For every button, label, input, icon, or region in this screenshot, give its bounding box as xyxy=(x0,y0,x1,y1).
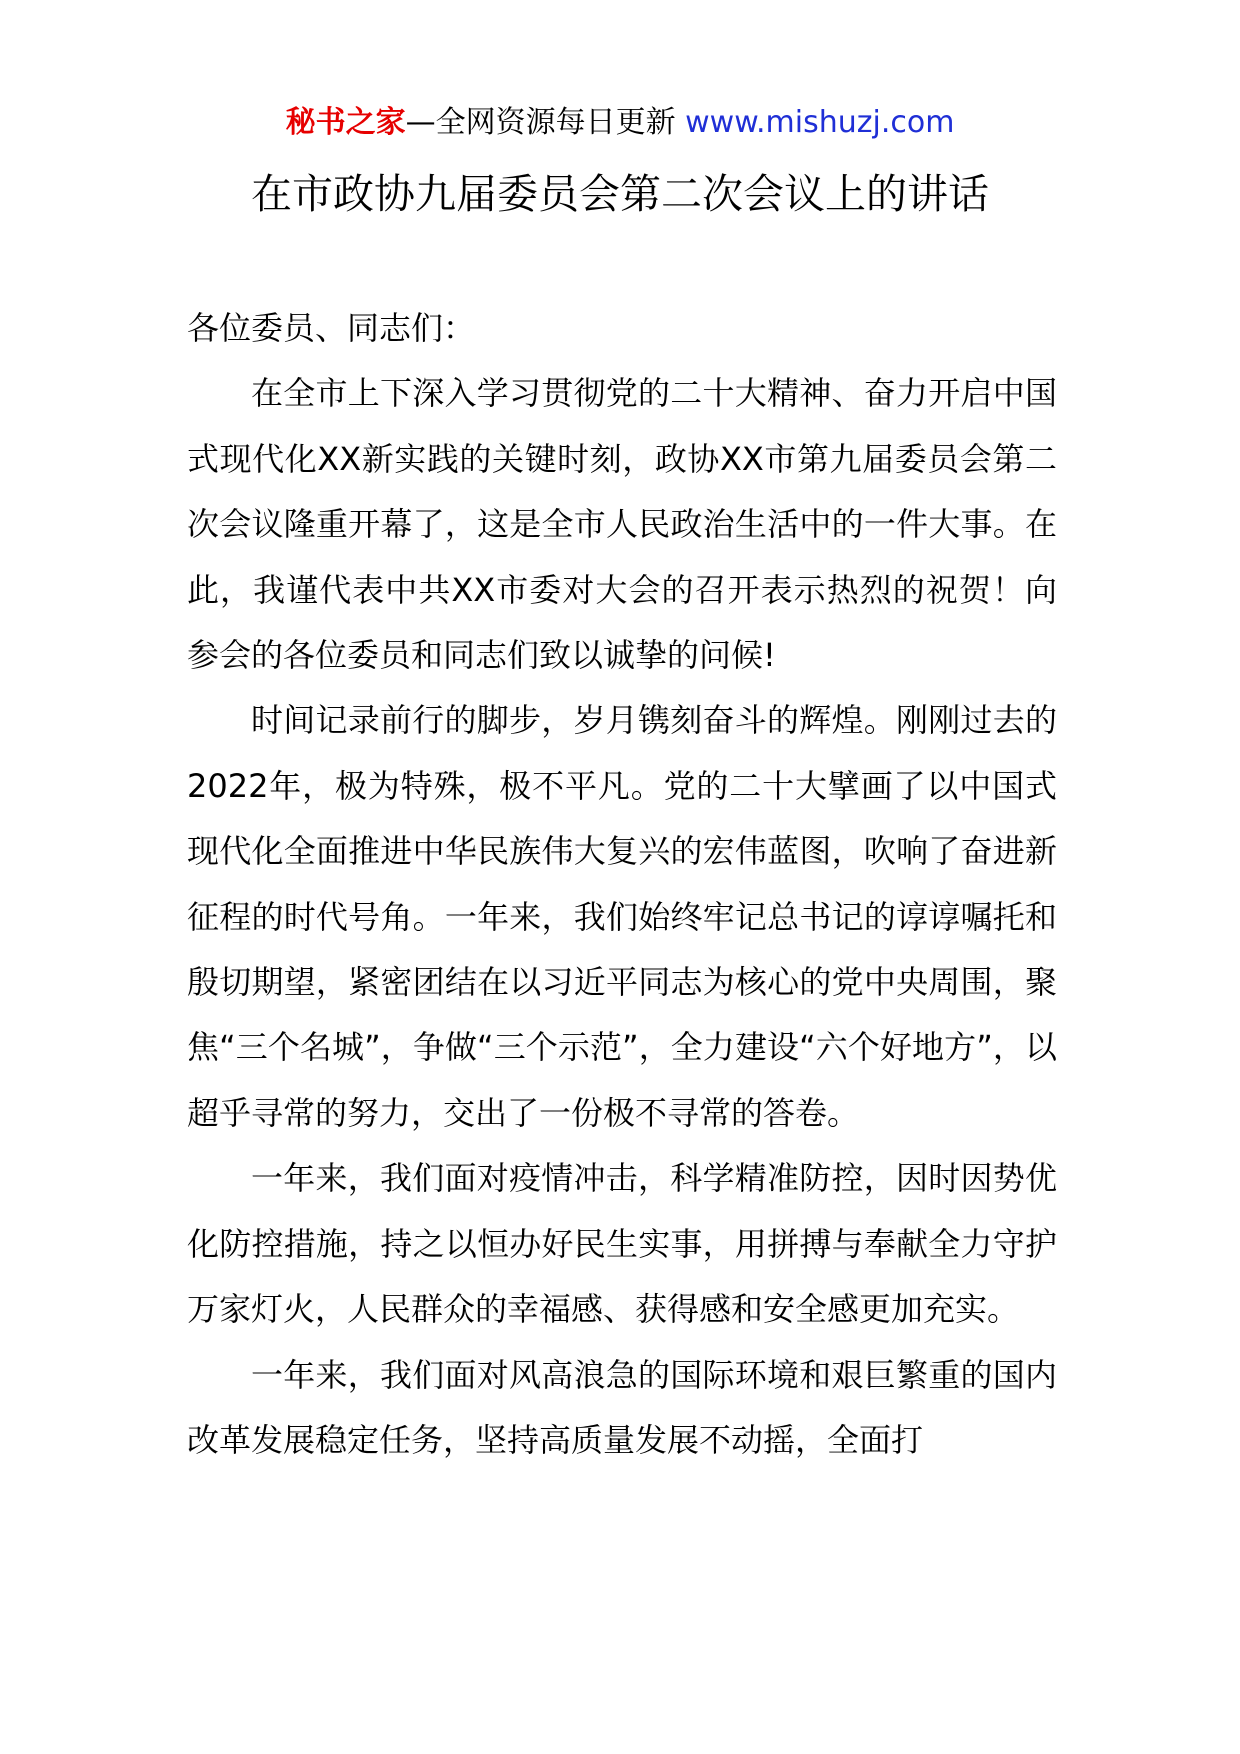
salutation: 各位委员、同志们： xyxy=(187,309,476,347)
document-title: 在市政协九届委员会第二次会议上的讲话 xyxy=(251,170,989,218)
site-url[interactable]: www.mishuzj.com xyxy=(685,105,955,140)
paragraph: 在全市上下深入学习贯彻党的二十大精神、奋力开启中国式现代化XX新实践的关键时刻，政协XX市第九届委员会第二次会议隆重开幕了，这是全市人民政治生活中的一件大事。在此，我谨代表中共XX市委对大会的召开表示热烈的祝贺！向参会的各位委员和同志们致以诚挚的问候! xyxy=(187,374,1057,675)
page-header xyxy=(0,101,1240,145)
paragraph: 时间记录前行的脚步，岁月镌刻奋斗的辉煌。刚刚过去的2022年，极为特殊，极不平凡。党的二十大擘画了以中国式现代化全面推进中华民族伟大复兴的宏伟蓝图，吹响了奋进新征程的时代号角。一年来，我们始终牢记总书记的谆谆嘱托和殷切期望，紧密团结在以习近平同志为核心的党中央周围，聚焦“三个名城”，争做“三个示范”，全力建设“六个好地方”，以超乎寻常的努力，交出了一份极不寻常的答卷。 xyxy=(187,701,1057,1132)
document-body xyxy=(187,296,1057,1473)
brand-name: 秘书之家 xyxy=(285,105,406,140)
paragraph: 一年来，我们面对疫情冲击，科学精准防控，因时因势优化防控措施，持之以恒办好民生实事，用拼搏与奉献全力守护万家灯火，人民群众的幸福感、获得感和安全感更加充实。 xyxy=(187,1159,1057,1329)
header-tagline: —全网资源每日更新 xyxy=(405,105,686,140)
paragraph: 一年来，我们面对风高浪急的国际环境和艰巨繁重的国内改革发展稳定任务，坚持高质量发展不动摇，全面打 xyxy=(187,1355,1057,1459)
